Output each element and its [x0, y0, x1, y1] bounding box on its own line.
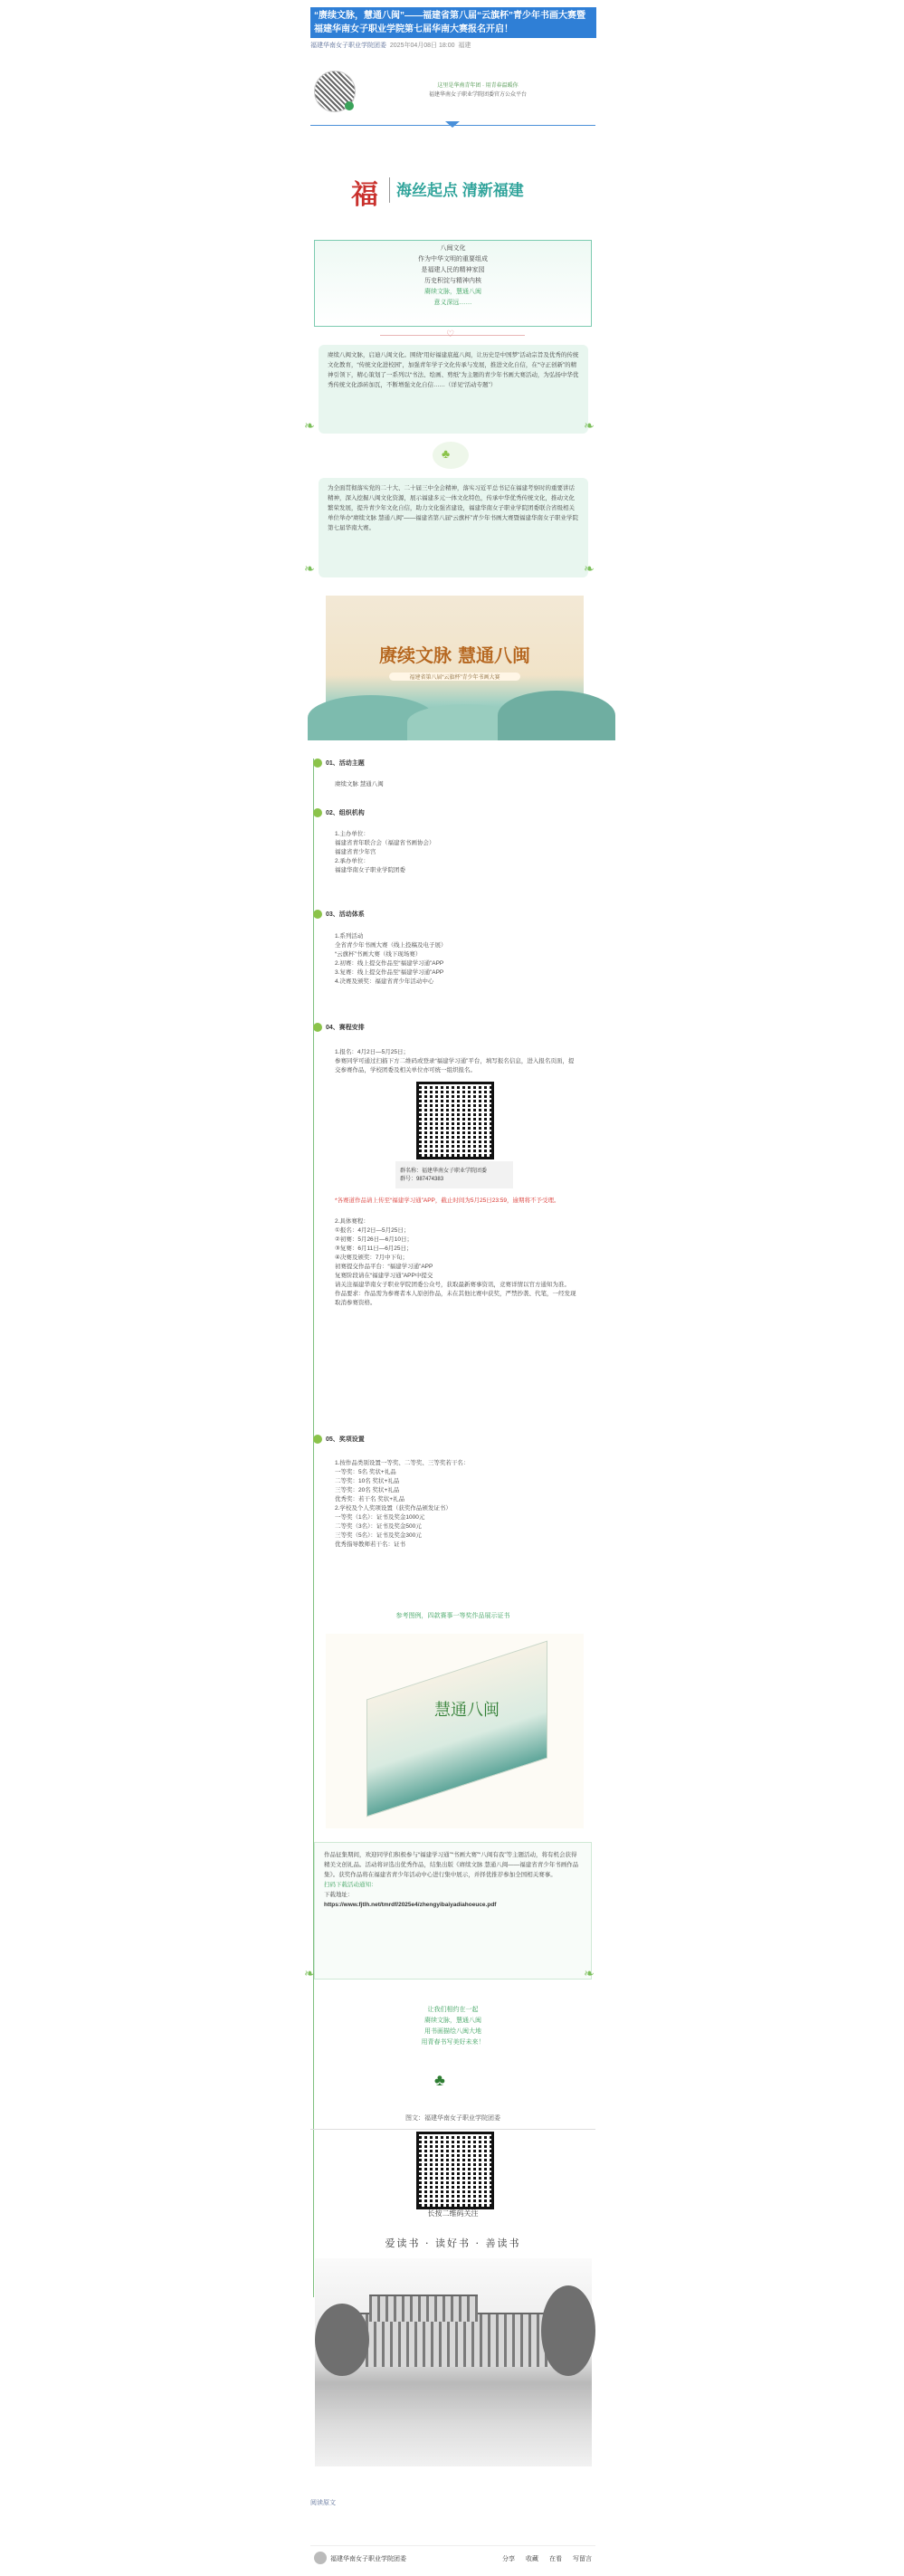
section-heading-system: 03、活动体系	[313, 910, 365, 919]
publish-location: 福建	[458, 43, 471, 49]
section-heading-awards: 05、奖项设置	[313, 1435, 365, 1444]
schedule-details: 2.具体赛程： ①报名：4月2日—5月25日； ②初赛：5月26日—6月10日； ③复赛：6月11日—6月25日； ④决赛及颁奖：7月中下旬； 初赛提交作品平台：“福建学习通”APP 复赛阶段请在“福建学习通”APP中提交 请关注福建华南女子职业学院团委公众号，获取最新赛事资讯，竞赛详情以官方通知为准。 作品要求：作品需为参赛者本人原创作品，未在其他比赛中获奖，严禁抄袭、代笔，一经发现取消参赛资格。	[335, 1218, 576, 1306]
download-link[interactable]: https://www.fjtlh.net/tmrdf/2025e4/zhengyibaiyadiahoeuce.pdf	[324, 1902, 497, 1908]
bottom-toolbar	[310, 2545, 595, 2569]
campus-photo	[315, 2258, 592, 2466]
info-note: 扫码下载活动通知：	[324, 1882, 377, 1888]
account-link[interactable]: 福建华南女子职业学院团委	[310, 43, 386, 49]
source-credit: 图文：福建华南女子职业学院团委	[405, 2115, 500, 2122]
poem-line: 历史积淀与精神内核	[424, 278, 481, 284]
leaf-icon: ❧	[584, 561, 595, 576]
article-title: “赓续文脉，慧通八闽”——福建省第八届“云旗杯”青少年书画大赛暨福建华南女子职业学院第七届华南大赛报名开启！	[310, 7, 596, 38]
publish-date: 2025年04月08日 18:00	[389, 43, 455, 49]
section-body-system: 1.系列活动 全省青少年书画大赛（线上投稿及电子展） “云旗杯”书画大赛（线下现场赛） 2.初赛：线上提交作品至“福建学习通”APP 3.复赛：线上提交作品至“福建学习通”APP 4.决赛及颁奖：福建省青少年活动中心	[335, 933, 447, 985]
comment-button[interactable]: 写留言	[573, 2556, 592, 2562]
account-name[interactable]: 福建华南女子职业学院团委	[330, 2556, 406, 2562]
leaf-icon: ❧	[584, 1966, 595, 1980]
event-poster	[326, 596, 584, 740]
palm-tree-icon: ♣	[434, 2071, 445, 2089]
brand-logo	[351, 172, 550, 211]
leaf-icon: ❧	[304, 418, 315, 433]
intro-text: 赓续八闽文脉，启迪八闽文化。围绕“用好福建底蕴八闽，让历史是中国梦”活动宗旨及优秀的传统文化教育，“传统文化进校园”，加强青年学子文化传承与发展，推进文化自信，在“守正创新”的精神引领下，精心策划了一系列以“书法、绘画、剪纸”为主题的青少年书画大赛活动，为弘扬中华优秀传统文化添砖加瓦，不断增强文化自信……（详见“活动专题”）	[328, 352, 579, 388]
tree-icon: ♣	[442, 446, 451, 461]
info-box	[314, 1842, 592, 1980]
section-timeline	[313, 758, 314, 2297]
intro-paragraph	[319, 345, 588, 434]
verified-icon	[345, 101, 354, 110]
book-title: 慧通八闽	[434, 1701, 500, 1720]
leaf-icon: ❧	[304, 561, 315, 576]
section-body-schedule: 1.报名：4月2日—5月25日； 参赛同学可通过扫描下方二维码或登录“福建学习通”平台，填写报名信息，进入报名页面，提交参赛作品，学校团委及相关单位亦可统一组织报名。	[335, 1049, 575, 1073]
poem-line: 是福建人民的精神家园	[421, 267, 485, 273]
section-bullet-icon	[313, 1435, 322, 1444]
school-motto: 爱读书 · 读好书 · 善读书	[385, 2237, 521, 2249]
book-cover	[366, 1641, 547, 1818]
book-image	[326, 1634, 584, 1828]
section-bullet-icon	[313, 808, 322, 817]
poster-title: 赓续文脉 慧通八闽	[379, 644, 530, 666]
leaf-icon: ❧	[304, 1966, 315, 1980]
intro-poem	[314, 240, 592, 327]
signup-qr-code[interactable]	[416, 1082, 494, 1159]
profile-line1: 这里是华南青年团 · 用青春温暖你	[437, 83, 519, 89]
qr-caption: 群名称：福建华南女子职业学院团委 群号：987474383	[395, 1161, 513, 1188]
favorite-button[interactable]: 收藏	[526, 2556, 538, 2562]
account-avatar[interactable]	[314, 2552, 327, 2564]
longpress-label: 长按二维码关注	[427, 2209, 479, 2218]
read-original-link[interactable]: 阅读原文	[310, 2500, 336, 2506]
profile-text	[374, 81, 582, 100]
leaf-icon: ❧	[584, 418, 595, 433]
section-body-awards: 1.按作品类别设置一等奖、二等奖、三等奖若干名： 一等奖：5名 奖状+礼品 二等奖：10名 奖状+礼品 三等奖：20名 奖状+礼品 优秀奖：若干名 奖状+礼品 2.学校及个人奖项设置（获奖作品颁发证书） 一等奖（1名）：证书及奖金1000元 二等奖（3名）：证书及奖金500元 三等奖（5名）：证书及奖金300元 优秀指导教师若干名：证书	[335, 1460, 470, 1548]
poem-line: 意义深远……	[433, 300, 472, 306]
section-heading-org: 02、组织机构	[313, 808, 365, 817]
profile-line2: 福建华南女子职业学院团委官方公众平台	[428, 92, 527, 98]
section-body-theme: 赓续文脉 慧通八闽	[335, 781, 384, 787]
info-text: 作品征集期间，欢迎同学们积极参与“福建学习通”“书画大赛”“八闽有我”等主题活动，将有机会获得精美文创礼品。活动将评选出优秀作品，结集出版《赓续文脉 慧通八闽——福建省青少年书画作品集》。获奖作品将在福建省青少年活动中心进行集中展示，并择优推荐参加全国相关赛事。	[324, 1852, 579, 1878]
section-bullet-icon	[313, 910, 322, 919]
book-caption: 参考图例，四款赛事一等奖作品展示证书	[395, 1613, 510, 1619]
closing-text: 让我们相约在一起 赓续文脉，慧通八闽 用书画描绘八闽大地 用青春书写美好未来！	[421, 2007, 485, 2046]
section-heading-schedule: 04、赛程安排	[313, 1023, 365, 1032]
action-bar	[502, 2554, 592, 2563]
decor-tree-icon	[433, 442, 469, 469]
background-paragraph	[319, 478, 588, 577]
article-meta	[310, 41, 471, 50]
poem-line: 八闽文化	[440, 245, 466, 252]
source-divider	[310, 2129, 595, 2130]
like-button[interactable]: 在看	[549, 2556, 562, 2562]
follow-qr-code[interactable]	[416, 2132, 494, 2209]
red-notice: *各赛道作品请上传至“福建学习通”APP，截止时间为5月25日23:59，逾期将不予受理。	[335, 1197, 560, 1204]
poem-line: 作为中华文明的重要组成	[418, 256, 488, 262]
section-heading-theme: 01、活动主题	[313, 758, 365, 768]
poster-subtitle: 福建省第八届“云旗杯”青少年书画大赛	[389, 673, 520, 681]
poem-line: 赓续文脉，慧通八闽	[424, 289, 481, 295]
section-bullet-icon	[313, 1023, 322, 1032]
logo-text: 海丝起点 清新福建	[396, 182, 524, 199]
logo-mark: 福	[351, 179, 378, 211]
profile-header	[310, 69, 595, 125]
chevron-down-icon	[445, 121, 460, 128]
heart-icon: ♡	[446, 329, 454, 339]
logo-separator	[389, 177, 390, 203]
share-button[interactable]: 分享	[502, 2556, 515, 2562]
background-text: 为全面贯彻落实党的二十大、二十届三中全会精神，落实习近平总书记在福建考察时的重要讲话精神，深入挖掘八闽文化资源，展示福建多元一体文化特色，传承中华优秀传统文化，推动文化繁荣发展，提升青少年文化自信，助力文化强省建设，福建华南女子职业学院团委联合省级相关单位举办“赓续文脉 慧通八闽”——福建省第八届“云旗杯”青少年书画大赛暨福建华南女子职业学院第七届华南大赛。	[328, 485, 578, 531]
info-link-label: 下载地址：	[324, 1892, 354, 1898]
section-bullet-icon	[313, 758, 322, 768]
section-body-org: 1.主办单位： 福建省青年联合会（福建省书画协会） 福建省青少年宫 2.承办单位： 福建华南女子职业学院团委	[335, 831, 435, 873]
